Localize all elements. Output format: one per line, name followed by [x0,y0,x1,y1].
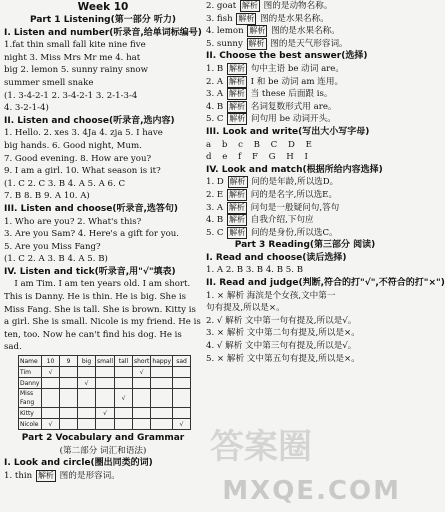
text-line: (1. 3-4-2-1 2. 3-4-2-1 3. 2-1-3-4 [4,90,138,101]
analysis-tag: 解析 [249,26,266,36]
answer-line [206,176,404,189]
answer-text: 4. B [206,215,224,226]
table-cell [114,419,132,430]
table-cell [132,419,150,430]
analysis-tag: 解析 [229,227,246,237]
listening-passage: I am Tim. I am ten years old. I am short. This is Danny. He is thin. He is big. She is Miss Fang. She is tall. She is brown. Kitty is a girl. She is small. Nicole is my friend. He is ten, too. Now he can't find his dog. He is sad. [4,279,201,353]
table-cell [42,389,60,408]
section-read-choose: I. Read and choose(读后选择) [206,252,347,263]
analysis-tag: 解析 [228,215,245,225]
table-cell: √ [78,378,96,389]
table-cell: √ [173,419,191,430]
table-cell [78,408,96,419]
text-line: big 2. lemon 5. sunny rainy snow [4,65,148,76]
analysis-text: 图的是动物名称。 [263,1,333,11]
text-line: night 3. Miss Mrs Mr me 4. hat [4,52,141,63]
row-name: Nicole [19,419,42,430]
left-column [4,0,202,482]
section-look-write: III. Look and write(写出大小写字母) [206,126,370,137]
table-cell [42,378,60,389]
analysis-tag: 解析 [37,470,54,480]
answer-text: 5. C [206,227,224,238]
analysis-text: 图的是水果名称。 [271,26,340,37]
analysis-text: 问句是一般疑问句,答句 [250,202,340,213]
text-line: 4. √ 解析 文中第三句有提及,所以是√。 [206,341,357,352]
text-line: 1. × 解析 海滨是个女孩,文中第一 [206,290,336,301]
answer-text: 3. fish [206,13,233,24]
analysis-text: 问的是名字,所以选E。 [250,189,338,200]
table-header-cell: tall [114,356,132,367]
table-cell [78,389,96,408]
row-name: Miss Fang [19,389,42,408]
section-listen-answer: III. Listen and choose(听录音,选答句) [4,203,178,214]
analysis-tag: 解析 [229,114,246,124]
part2-subheading: (第二部分 词汇和语法) [59,445,147,456]
table-cell [96,419,115,430]
text-line: (1. C 2. C 3. B 4. A 5. A 6. C [4,178,126,189]
table-header-cell: 9 [60,356,78,367]
table-row [19,408,191,419]
table-cell [96,367,115,378]
table-cell [78,367,96,378]
analysis-text: 自我介绍,下句应 [250,215,314,226]
week-title: Week 10 [77,1,129,13]
analysis-tag: 解析 [241,1,258,10]
table-cell: √ [114,389,132,408]
answer-line [206,0,404,13]
table-header-row [19,356,191,367]
analysis-text: 问的是年龄,所以选D。 [251,177,339,188]
table-header-cell: sad [173,356,191,367]
analysis-text: 句中主语 be 动词 are。 [250,63,344,74]
answer-text: 2. E [206,189,224,200]
text-line: 3. Are you Sam? 4. Here's a gift for you. [4,229,180,240]
section-choose-answer: II. Choose the best answer(选择) [206,51,368,62]
text-line: 3. × 解析 文中第二句有提及,所以是×。 [206,328,360,339]
analysis-text: 图的是形容词。 [59,470,120,481]
analysis-tag: 解析 [248,38,265,48]
table-row [19,419,191,430]
table-cell [60,367,78,378]
answer-line [206,214,404,227]
row-name: Tim [19,367,42,378]
analysis-tag: 解析 [228,89,245,99]
analysis-text: 当 these 后面跟 is。 [250,89,333,100]
section-listen-choose: II. Listen and choose(听录音,选内容) [4,115,175,126]
tick-table [18,355,191,430]
analysis-tag: 解析 [228,76,245,86]
section-listen-tick: IV. Listen and tick(听录音,用"√"填表) [4,266,176,277]
right-column [206,0,445,365]
answer-line [206,88,404,101]
answer-line [206,25,404,38]
table-cell [173,408,191,419]
text-line: (1. C 2. A 3. B 4. A 5. B) [4,254,108,265]
answer-line [206,76,404,89]
table-header-cell: big [78,356,96,367]
answer-line [206,227,404,240]
analysis-text: 图的是天气形容词。 [270,38,348,49]
part3-heading: Part 3 Reading(第三部分 阅读) [234,240,376,251]
text-line: 1.fat thin small fall kite nine five [4,40,146,51]
table-header-cell: Name [19,356,42,367]
analysis-text: 图的是水果名称。 [260,13,329,24]
answer-line [206,63,404,76]
table-cell [132,389,150,408]
table-cell [114,378,132,389]
table-cell: √ [42,419,60,430]
letters-line: a b c B C D E [206,139,312,150]
text-line: 7. Good evening. 8. How are you? [4,153,152,164]
table-cell [132,378,150,389]
table-cell [173,367,191,378]
answer-line [206,38,404,51]
table-cell [114,408,132,419]
table-cell: √ [96,408,115,419]
row-name: Danny [19,378,42,389]
text-line: 1. Who are you? 2. What's this? [4,216,142,227]
section-look-match: IV. Look and match(根据所给内容选择) [206,164,383,175]
analysis-tag: 解析 [228,202,245,212]
table-cell [96,389,115,408]
table-cell [60,378,78,389]
table-cell [132,408,150,419]
table-row [19,367,191,378]
table-row [19,389,191,408]
analysis-text: 名词复数形式用 are。 [250,101,337,112]
table-cell [151,378,173,389]
watermark-logo: 答案圈 [210,427,312,467]
text-line: summer smell snake [4,77,94,88]
table-cell: √ [132,367,150,378]
table-header-cell: 10 [42,356,60,367]
analysis-tag: 解析 [229,177,246,187]
analysis-tag: 解析 [228,101,245,111]
table-cell: √ [42,367,60,378]
text-line: 5. Are you Miss Fang? [4,241,101,252]
answer-text: 1. thin [4,470,33,481]
table-cell [173,389,191,408]
text-line: 5. × 解析 文中第五句有提及,所以是×。 [206,353,360,364]
answer-text: 5. sunny [206,38,243,49]
table-cell [96,378,115,389]
text-line: 2. √ 解析 文中第一句有提及,所以是√。 [206,315,357,326]
answer-line [206,202,404,215]
answer-line [206,101,404,114]
analysis-tag: 解析 [238,13,255,23]
text-line: 1. A 2. B 3. B 4. B 5. B [206,265,304,276]
section-listen-number: I. Listen and number(听录音,给单词标编号) [4,27,202,38]
table-cell [151,367,173,378]
answer-line [206,13,404,26]
answer-line [206,113,404,126]
text-line: 4. 3-2-1-4) [4,103,49,114]
analysis-tag: 解析 [228,63,245,73]
table-cell [114,367,132,378]
part1-heading: Part 1 Listening(第一部分 听力) [30,15,176,25]
analysis-text: 问的是身份,所以选C。 [250,227,338,238]
text-line: 9. I am a girl. 10. What season is it? [4,166,161,177]
section-read-judge: II. Read and judge(判断,符合的打"√",不符合的打"×") [206,278,445,289]
table-cell [60,419,78,430]
part2-heading: Part 2 Vocabulary and Grammar [21,433,185,444]
answer-text: 1. B [206,63,224,74]
table-cell [173,378,191,389]
answer-line [4,470,202,483]
table-header-cell: short [133,357,150,365]
text-line: big hands. 6. Good night, Mum. [4,140,142,151]
table-cell [151,419,173,430]
watermark-text: MXQE.COM [222,476,401,506]
row-name: Kitty [19,408,42,419]
answer-text: 2. goat [206,1,237,11]
table-cell [42,408,60,419]
table-header-cell: small [97,357,113,365]
answer-text: 3. A [206,89,224,100]
analysis-tag: 解析 [228,189,245,199]
answer-text: 4. lemon [206,26,244,37]
analysis-text: I 和 be 动词 am 连用。 [250,76,344,87]
answer-text: 5. C [206,114,224,125]
table-row [19,378,191,389]
letters-line: d e f F G H I [206,152,308,163]
text-line: 7. B 8. B 9. A 10. A) [4,191,90,202]
text-line: 1. Hello. 2. xes 3. 4Ja 4. zja 5. I have [4,128,163,139]
answer-line [206,189,404,202]
table-cell [78,419,96,430]
text-line: 句有提及,所以是×。 [206,303,285,314]
table-cell [60,389,78,408]
section-look-circle: I. Look and circle(圈出同类的词) [4,458,153,469]
answer-text: 4. B [206,101,224,112]
answer-text: 3. A [206,202,224,213]
analysis-text: 问句用 be 动词开头。 [250,114,336,125]
answer-text: 1. D [206,177,224,188]
table-header-cell: happy [152,357,172,365]
table-cell [60,408,78,419]
table-cell [151,408,173,419]
answer-text: 2. A [206,76,224,87]
table-cell [151,389,173,408]
